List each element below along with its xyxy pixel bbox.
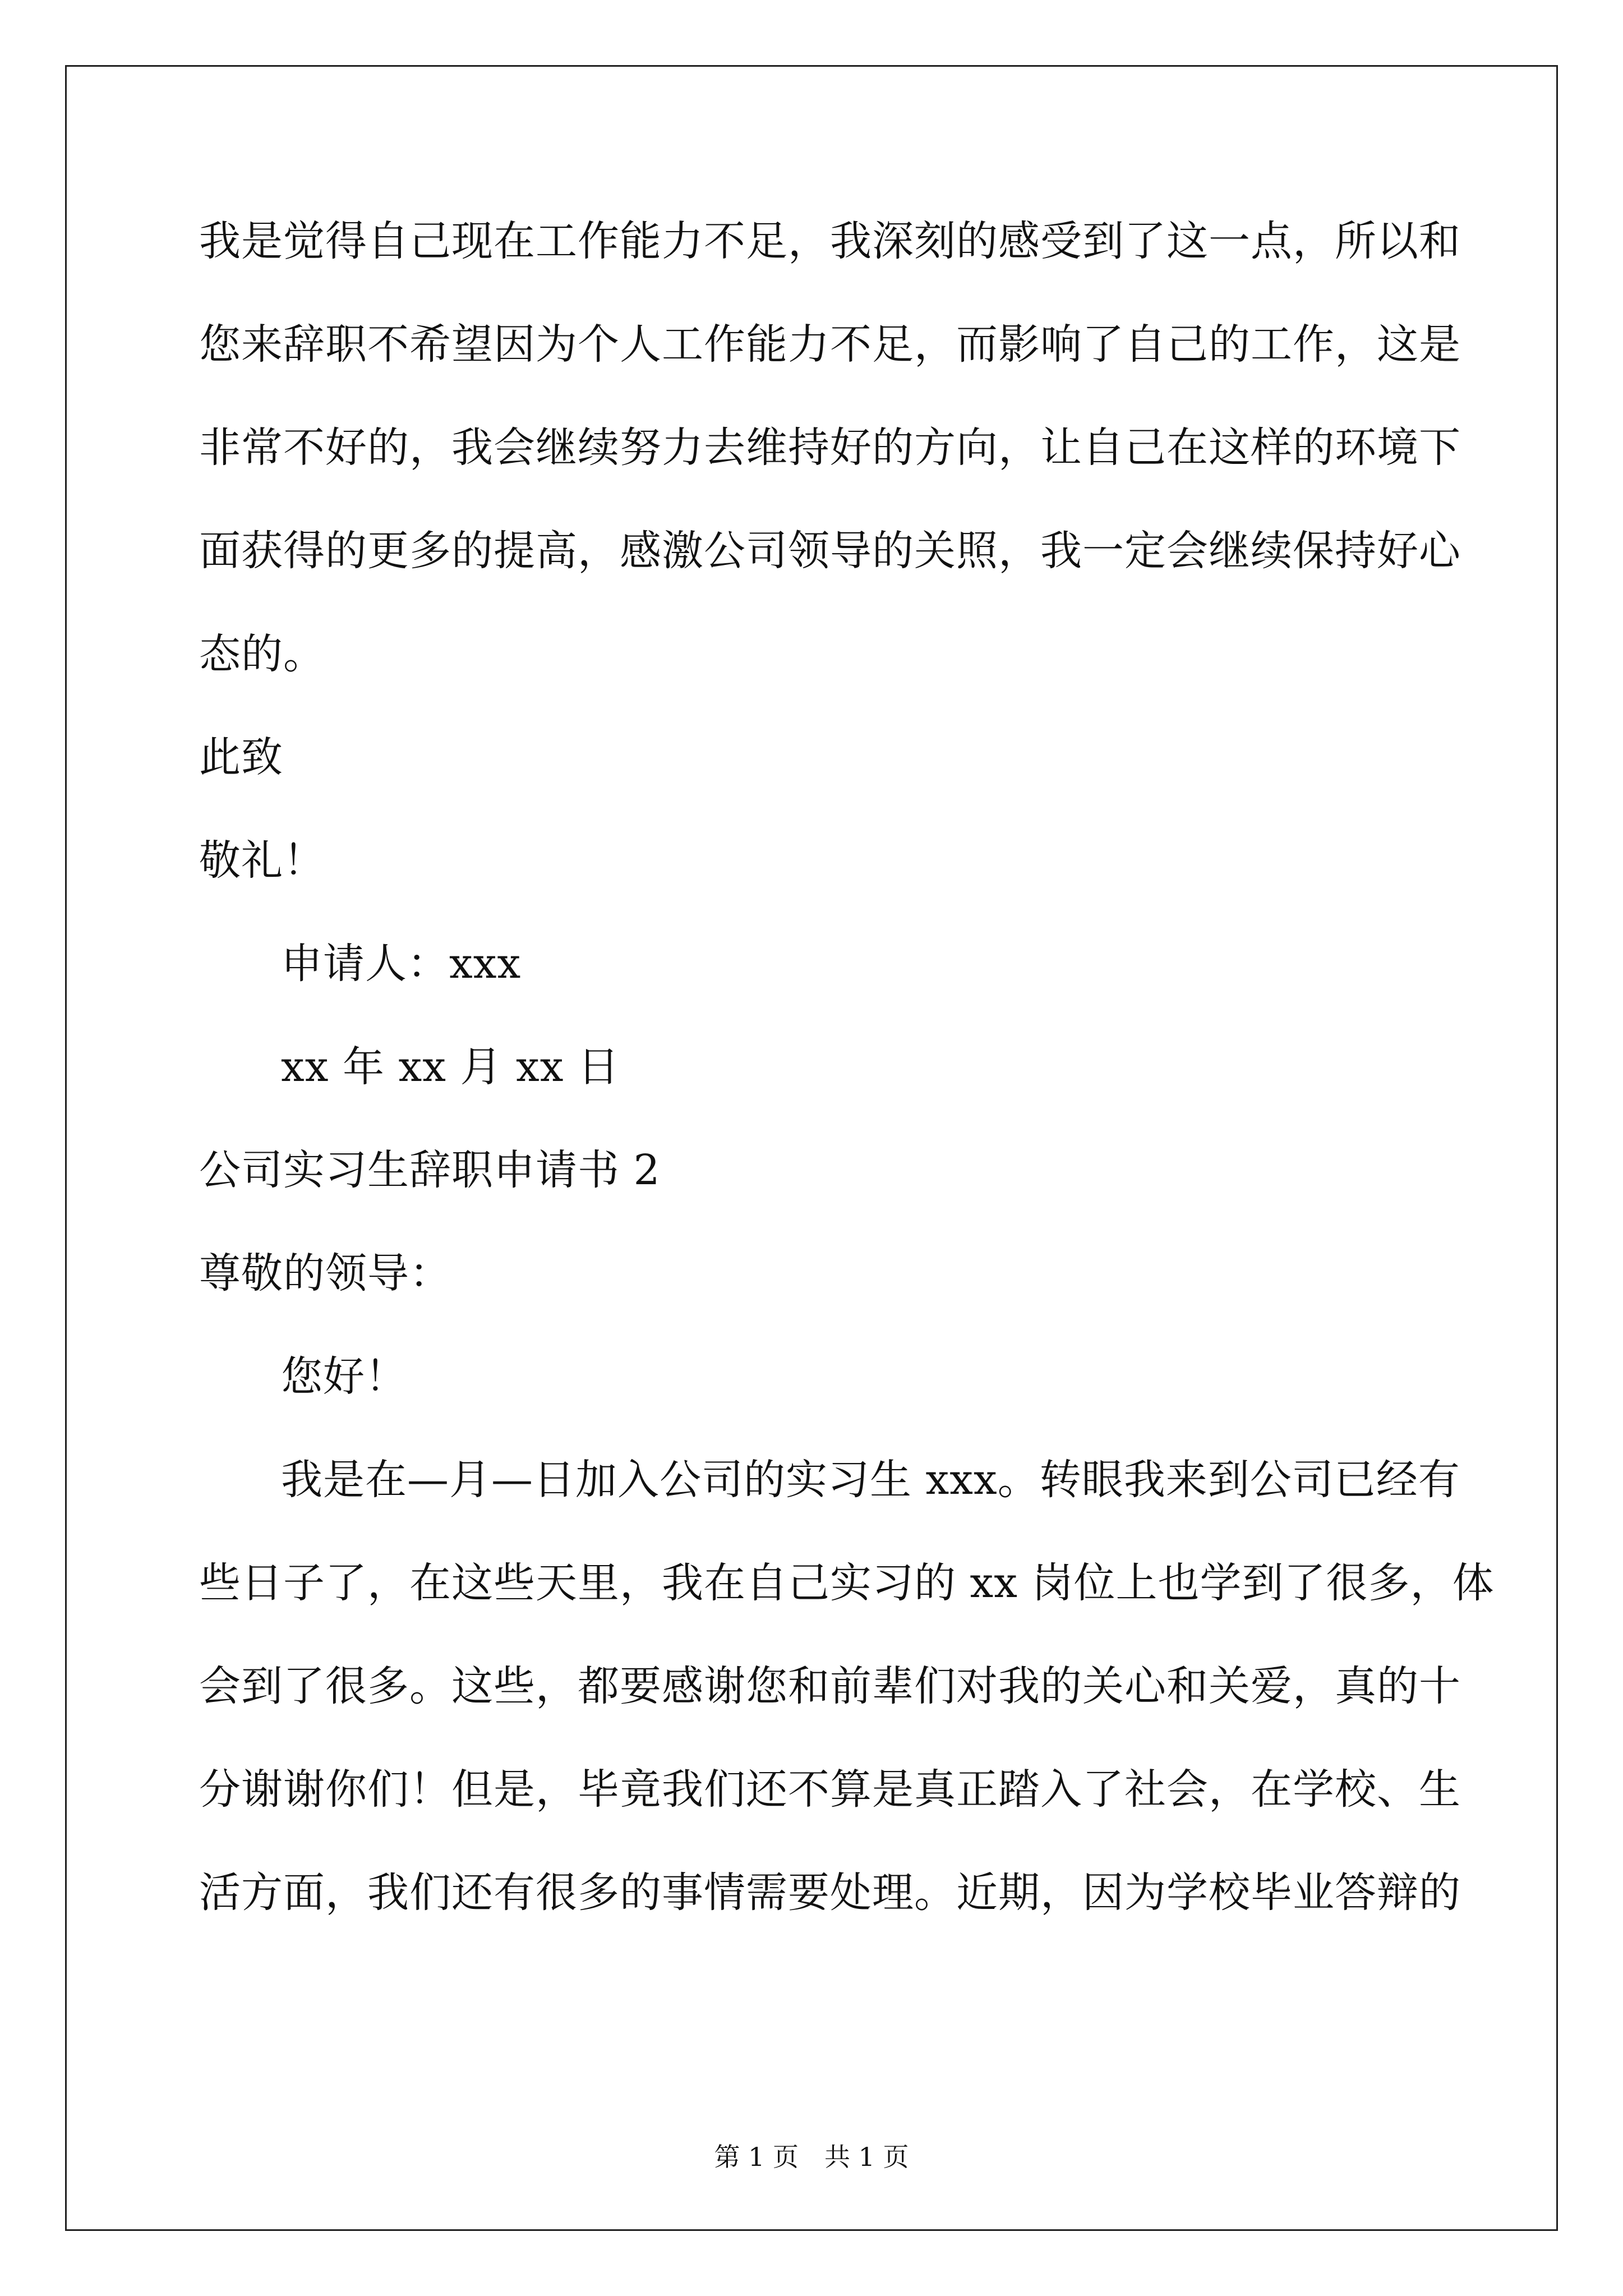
signature-date: xx 年 xx 月 xx 日	[281, 1043, 620, 1091]
paragraph-line: 分谢谢你们！但是，毕竟我们还不算是真正踏入了社会，在学校、生	[199, 1765, 1461, 1814]
page-footer: 第 1 页 共 1 页	[714, 2142, 909, 2172]
paragraph-line: 我是在—月—日加入公司的实习生 xxx。转眼我来到公司已经有	[281, 1456, 1460, 1504]
paragraph-line: 些日子了，在这些天里，我在自己实习的 xx 岗位上也学到了很多，体	[199, 1559, 1495, 1607]
paragraph-line: 您来辞职不希望因为个人工作能力不足，而影响了自己的工作，这是	[199, 320, 1461, 369]
paragraph-line: 活方面，我们还有很多的事情需要处理。近期，因为学校毕业答辩的	[199, 1869, 1461, 1917]
paragraph-line: 态的。	[199, 630, 325, 678]
salutation: 尊敬的领导：	[199, 1249, 451, 1297]
closing-jing-li: 敬礼！	[199, 836, 325, 885]
closing-ci-zhi: 此致	[199, 733, 283, 781]
paragraph-line: 面获得的更多的提高，感激公司领导的关照，我一定会继续保持好心	[199, 527, 1461, 575]
applicant-signature: 申请人：xxx	[281, 940, 522, 988]
greeting: 您好！	[281, 1352, 407, 1401]
paragraph-line: 会到了很多。这些，都要感谢您和前辈们对我的关心和关爱，真的十	[199, 1662, 1461, 1710]
paragraph-line: 非常不好的，我会继续努力去维持好的方向，让自己在这样的环境下	[199, 424, 1461, 472]
paragraph-line: 我是觉得自己现在工作能力不足，我深刻的感受到了这一点，所以和	[199, 217, 1461, 265]
section-title: 公司实习生辞职申请书 2	[199, 1146, 661, 1194]
